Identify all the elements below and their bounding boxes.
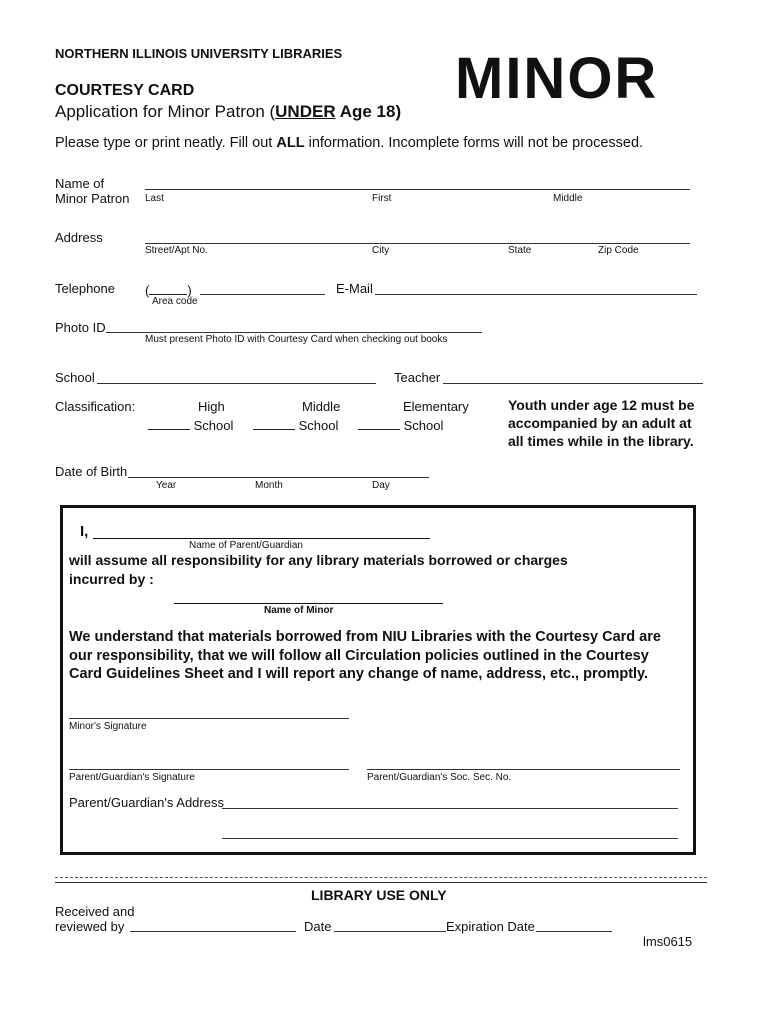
date-line[interactable] <box>334 931 446 932</box>
youth-note-line2: accompanied by an adult at <box>508 415 692 431</box>
email-label: E-Mail <box>336 281 373 296</box>
class-middle-checkbox[interactable]: School <box>253 416 338 433</box>
expiration-date-line[interactable] <box>536 931 612 932</box>
card-title: COURTESY CARD <box>55 82 195 99</box>
parent-ssn-line[interactable] <box>367 769 680 770</box>
minor-badge: MINOR <box>455 46 659 111</box>
date-label: Date <box>304 919 332 934</box>
name-label-line1: Name of <box>55 176 105 191</box>
class-elementary-label: Elementary <box>403 399 469 414</box>
parent-address-line2[interactable] <box>222 838 678 839</box>
telephone-label: Telephone <box>55 281 115 296</box>
divider <box>55 882 707 883</box>
name-input-line[interactable] <box>145 189 690 190</box>
library-use-title: LIBRARY USE ONLY <box>311 887 447 903</box>
cut-line <box>55 877 707 878</box>
youth-note-line3: all times while in the library. <box>508 433 694 449</box>
instructions: Please type or print neatly. Fill out ALL information. Incomplete forms will not be processed. <box>55 135 644 151</box>
telephone-area-code-field[interactable]: ( ) <box>145 283 192 298</box>
telephone-number-line[interactable] <box>200 294 325 295</box>
reviewed-by-line[interactable] <box>130 931 296 932</box>
email-input-line[interactable] <box>375 294 697 295</box>
photo-id-input-line[interactable] <box>106 332 482 333</box>
photo-id-note: Must present Photo ID with Courtesy Card when checking out books <box>145 334 448 345</box>
parent-name-caption: Name of Parent/Guardian <box>189 540 303 551</box>
class-elementary-checkbox[interactable]: School <box>358 416 443 433</box>
received-label-line1: Received and <box>55 904 135 919</box>
parent-name-input-line[interactable] <box>93 538 430 539</box>
classification-label: Classification: <box>55 399 136 414</box>
address-zip-caption: Zip Code <box>598 245 639 256</box>
name-label-line2: Minor Patron <box>55 191 130 206</box>
address-label: Address <box>55 230 103 245</box>
name-first-caption: First <box>372 193 392 204</box>
parent-address-line1[interactable] <box>222 808 678 809</box>
school-input-line[interactable] <box>97 383 376 384</box>
class-middle-label: Middle <box>302 399 341 414</box>
dob-label: Date of Birth <box>55 464 128 479</box>
parent-ssn-caption: Parent/Guardian's Soc. Sec. No. <box>367 772 512 783</box>
dob-input-line[interactable] <box>128 477 429 478</box>
minor-name-input-line[interactable] <box>174 603 443 604</box>
minor-name-caption: Name of Minor <box>264 605 334 616</box>
responsibility-line2: incurred by : <box>69 571 154 587</box>
class-high-checkbox[interactable]: School <box>148 416 233 433</box>
dob-year-caption: Year <box>156 480 177 491</box>
class-high-label: High <box>198 399 225 414</box>
parent-signature-line[interactable] <box>69 769 349 770</box>
address-street-caption: Street/Apt No. <box>145 245 208 256</box>
minor-signature-caption: Minor's Signature <box>69 721 147 732</box>
understand-line3: Card Guidelines Sheet and I will report any change of name, address, etc., promptly. <box>69 666 649 682</box>
responsibility-line1: will assume all responsibility for any library materials borrowed or charges <box>69 552 568 568</box>
parent-signature-caption: Parent/Guardian's Signature <box>69 772 195 783</box>
area-code-caption: Area code <box>152 296 198 307</box>
teacher-label: Teacher <box>394 370 441 385</box>
school-label: School <box>55 370 95 385</box>
address-input-line[interactable] <box>145 243 690 244</box>
address-state-caption: State <box>508 245 532 256</box>
institution-name: NORTHERN ILLINOIS UNIVERSITY LIBRARIES <box>55 46 343 61</box>
form-code: lms0615 <box>643 934 693 949</box>
address-city-caption: City <box>372 245 390 256</box>
minor-signature-line[interactable] <box>69 718 349 719</box>
photo-id-label: Photo ID <box>55 320 106 335</box>
name-middle-caption: Middle <box>553 193 583 204</box>
application-subtitle: Application for Minor Patron (UNDER Age 18) <box>55 102 402 121</box>
guardian-i-label: I, <box>80 523 89 540</box>
teacher-input-line[interactable] <box>443 383 703 384</box>
dob-day-caption: Day <box>372 480 390 491</box>
dob-month-caption: Month <box>255 480 283 491</box>
youth-note-line1: Youth under age 12 must be <box>508 397 695 413</box>
received-label-line2: reviewed by <box>55 919 125 934</box>
understand-line2: our responsibility, that we will follow all Circulation policies outlined in the Courtesy <box>69 648 649 664</box>
name-last-caption: Last <box>145 193 164 204</box>
parent-address-label: Parent/Guardian's Address <box>69 795 224 810</box>
expiration-date-label: Expiration Date <box>446 919 535 934</box>
understand-line1: We understand that materials borrowed from NIU Libraries with the Courtesy Card are <box>69 629 661 645</box>
